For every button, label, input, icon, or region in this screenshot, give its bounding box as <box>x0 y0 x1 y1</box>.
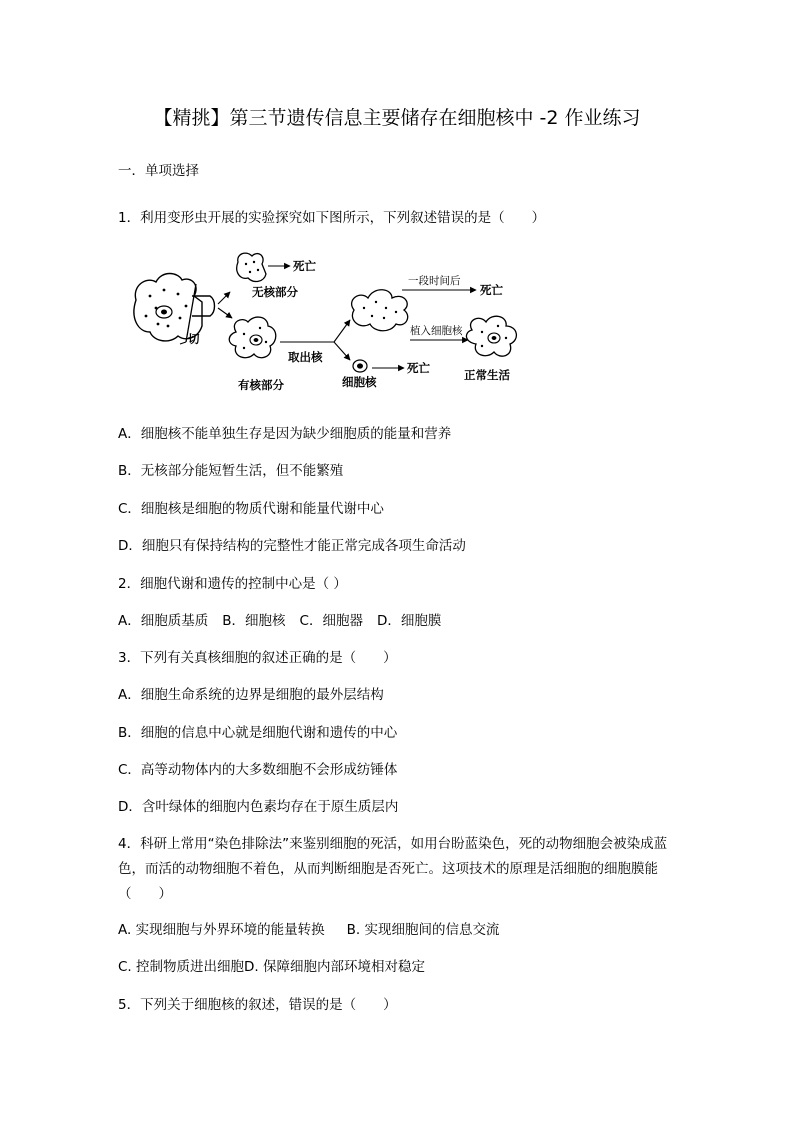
with-nucleus-label: 有核部分 <box>238 378 284 392</box>
question-2-stem: 2．细胞代谢和遗传的控制中心是（ ） <box>118 576 347 592</box>
amoeba-experiment-diagram <box>120 246 530 396</box>
q4-option-b: B. 实现细胞间的信息交流 <box>346 922 500 938</box>
enucleated-amoeba <box>352 290 408 331</box>
death-label-3: 死亡 <box>407 361 430 375</box>
non-nucleus-part <box>237 253 266 281</box>
question-1-stem: 1．利用变形虫开展的实验探究如下图所示，下列叙述错误的是（ ） <box>118 210 546 226</box>
q3-option-b: B．细胞的信息中心就是细胞代谢和遗传的中心 <box>118 725 398 741</box>
implant-label: 植入细胞核 <box>410 325 463 337</box>
q3-option-c: C．高等动物体内的大多数细胞不会形成纺锤体 <box>118 762 398 778</box>
q4-option-d: D. 保障细胞内部环境相对稳定 <box>244 959 425 975</box>
question-4-stem: 4．科研上常用“染色排除法”来鉴别细胞的死活，如用台盼蓝染色，死的动物细胞会被染成蓝色，而活的动物细胞不着色，从而判断细胞是否死亡。这项技术的原理是活细胞的细胞膜能（ ） <box>118 836 668 902</box>
q2-option-b: B．细胞核 <box>222 613 286 629</box>
q1-option-c: C．细胞核是细胞的物质代谢和能量代谢中心 <box>118 501 384 517</box>
nucleus-label: 细胞核 <box>342 375 377 389</box>
normal-life-label: 正常生活 <box>464 368 510 382</box>
q2-option-d: D．细胞膜 <box>376 613 442 629</box>
q2-options <box>118 611 441 631</box>
nucleus-part <box>229 317 276 358</box>
page-title: 【精挑】第三节遗传信息主要储存在细胞核中 -2 作业练习 <box>153 107 641 129</box>
restored-amoeba <box>466 316 516 356</box>
q3-option-d: D．含叶绿体的细胞内色素均存在于原生质层内 <box>118 799 399 815</box>
q4-option-a: A. 实现细胞与外界环境的能量转换 <box>118 922 325 938</box>
q1-option-d: D．细胞只有保持结构的完整性才能正常完成各项生命活动 <box>118 538 466 554</box>
q2-option-a: A．细胞质基质 <box>118 613 209 629</box>
q4-options-row-1 <box>118 920 499 940</box>
original-amoeba <box>134 274 215 345</box>
death-label-1: 死亡 <box>293 259 316 273</box>
q2-option-c: C．细胞器 <box>299 613 363 629</box>
cut-label: 切 <box>188 332 200 346</box>
after-time-label: 一段时间后 <box>408 275 461 287</box>
question-5-stem: 5．下列关于细胞核的叙述，错误的是（ ） <box>118 997 397 1013</box>
q4-options-row-2 <box>118 957 425 977</box>
no-nucleus-label: 无核部分 <box>252 285 298 299</box>
section-heading: 一．单项选择 <box>118 163 199 179</box>
q4-option-c: C. 控制物质进出细胞 <box>118 959 245 975</box>
q1-option-a: A．细胞核不能单独生存是因为缺少细胞质的能量和营养 <box>118 426 452 442</box>
death-label-2: 死亡 <box>480 283 503 297</box>
question-3-stem: 3．下列有关真核细胞的叙述正确的是（ ） <box>118 650 397 666</box>
q1-option-b: B．无核部分能短暂生活，但不能繁殖 <box>118 463 344 479</box>
isolated-nucleus <box>353 360 367 372</box>
q3-option-a: A．细胞生命系统的边界是细胞的最外层结构 <box>118 687 384 703</box>
remove-nucleus-label: 取出核 <box>288 350 323 364</box>
